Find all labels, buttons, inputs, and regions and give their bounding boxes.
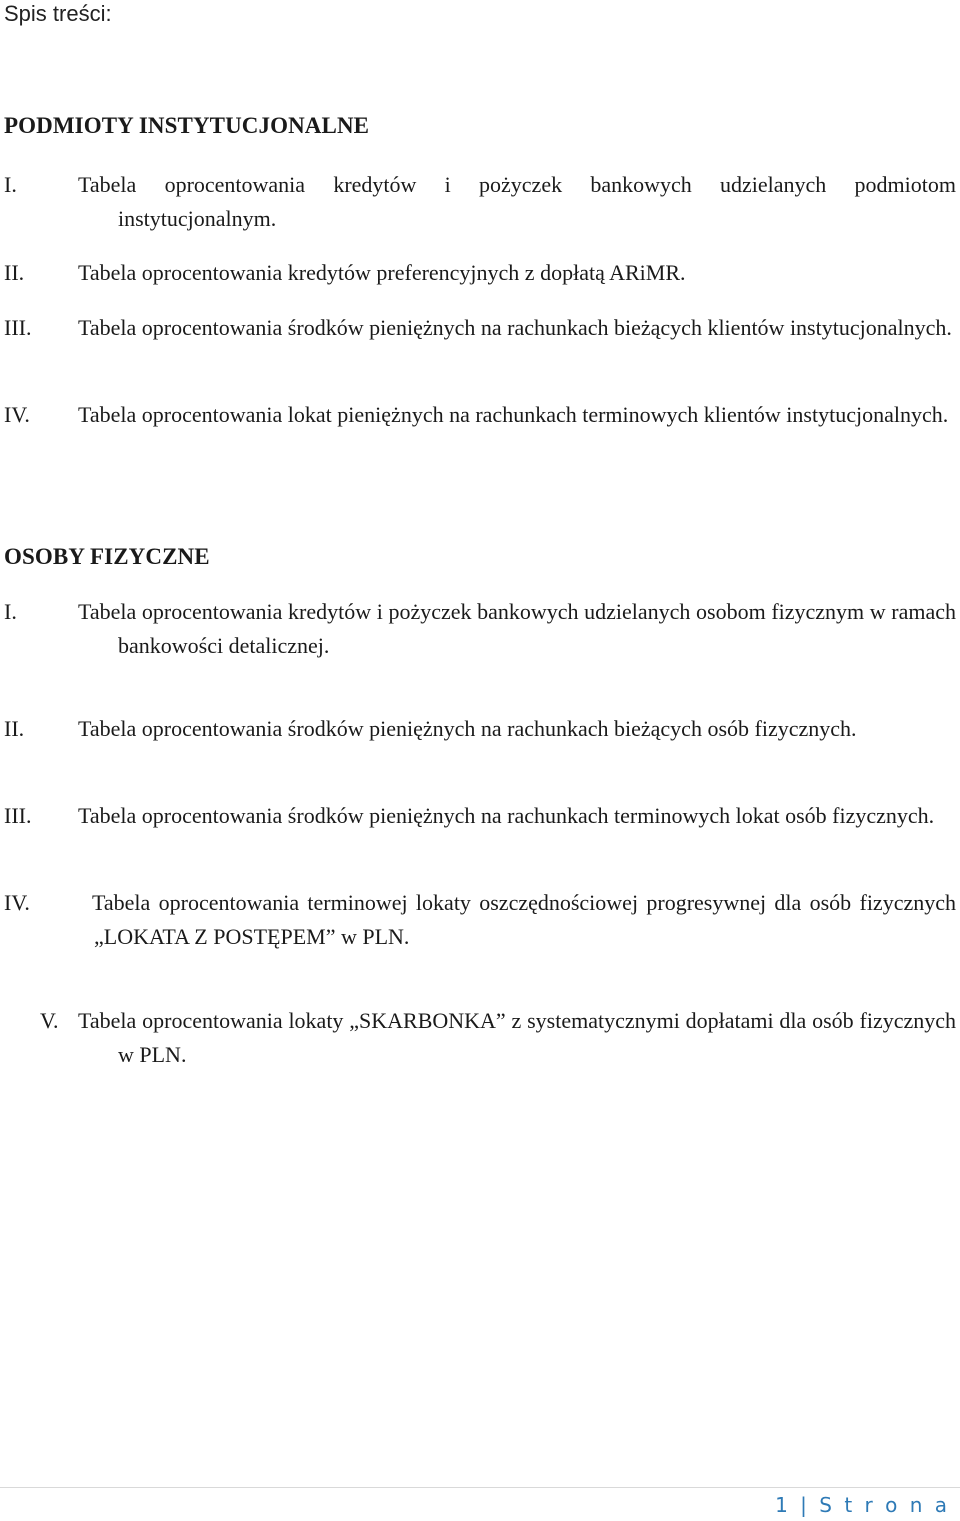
toc-item-text: Tabela oprocentowania kredytów i pożyczek bankowych udzielanych osobom fizycznym w ramach bankowości detalicznej. bbox=[78, 599, 956, 658]
toc-item-number: II. bbox=[4, 716, 25, 741]
toc-item-text: Tabela oprocentowania kredytów i pożyczek bankowych udzielanych podmiotom instytucjonalnym. bbox=[78, 172, 956, 231]
toc-item[interactable] bbox=[4, 256, 956, 290]
toc-item-number: IV. bbox=[4, 890, 30, 915]
page-label: S t r o n a bbox=[819, 1493, 950, 1517]
toc-item-text: Tabela oprocentowania lokaty „SKARBONKA” z systematycznymi dopłatami dla osób fizycznych w PLN. bbox=[78, 1008, 956, 1067]
toc-item-text: Tabela oprocentowania środków pieniężnych na rachunkach terminowych lokat osób fizycznych. bbox=[78, 803, 935, 828]
section-heading-institutional: PODMIOTY INSTYTUCJONALNE bbox=[4, 113, 370, 138]
footer-separator: | bbox=[800, 1493, 810, 1517]
toc-item-number: III. bbox=[4, 803, 32, 828]
toc-item-text: Tabela oprocentowania środków pieniężnych na rachunkach bieżących klientów instytucjonalnych. bbox=[78, 315, 952, 340]
toc-item[interactable] bbox=[4, 1004, 956, 1072]
toc-item-text: Tabela oprocentowania kredytów preferencyjnych z dopłatą ARiMR. bbox=[78, 260, 686, 285]
toc-item-number: V. bbox=[40, 1008, 59, 1033]
toc-item-number: I. bbox=[4, 172, 17, 197]
toc-item[interactable] bbox=[4, 799, 956, 833]
footer-divider bbox=[0, 1487, 960, 1488]
toc-item-number: IV. bbox=[4, 402, 30, 427]
section-heading-individuals: OSOBY FIZYCZNE bbox=[4, 544, 210, 569]
toc-item[interactable] bbox=[4, 886, 956, 954]
toc-item[interactable] bbox=[4, 712, 956, 746]
toc-title: Spis treści: bbox=[4, 1, 112, 26]
toc-item[interactable] bbox=[4, 398, 956, 432]
toc-item-number: I. bbox=[4, 599, 17, 624]
toc-item-text: Tabela oprocentowania lokat pieniężnych na rachunkach terminowych klientów instytucjonalnych. bbox=[78, 402, 949, 427]
toc-item-text: Tabela oprocentowania środków pieniężnych na rachunkach bieżących osób fizycznych. bbox=[78, 716, 857, 741]
page-number: 1 bbox=[775, 1493, 791, 1517]
toc-item[interactable] bbox=[4, 311, 956, 345]
page-footer bbox=[775, 1490, 950, 1520]
toc-item-number: III. bbox=[4, 315, 32, 340]
toc-item[interactable] bbox=[4, 595, 956, 663]
toc-item-number: II. bbox=[4, 260, 25, 285]
toc-item-text: Tabela oprocentowania terminowej lokaty oszczędnościowej progresywnej dla osób fizycznych „LOKATA Z POSTĘPEM” w PLN. bbox=[92, 890, 956, 949]
toc-item[interactable] bbox=[4, 168, 956, 236]
